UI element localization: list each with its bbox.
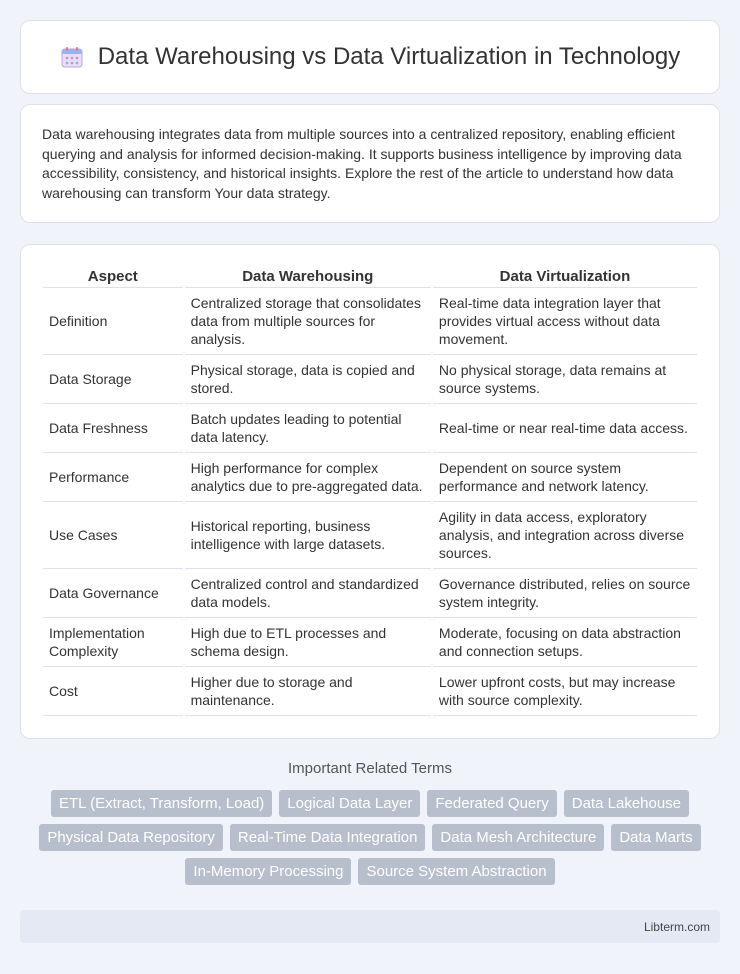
- warehousing-cell: Historical reporting, business intelligence with large datasets.: [185, 502, 431, 569]
- aspect-cell: Implementation Complexity: [43, 618, 183, 667]
- page-title: Data Warehousing vs Data Virtualization in Technology: [97, 43, 681, 70]
- table-row: [43, 404, 697, 453]
- footer: [20, 910, 720, 943]
- table-row: [43, 288, 697, 355]
- warehousing-cell: High due to ETL processes and schema design.: [185, 618, 431, 667]
- related-term-tag[interactable]: Real-Time Data Integration: [230, 824, 426, 851]
- related-term-tag[interactable]: Logical Data Layer: [279, 790, 420, 817]
- aspect-cell: Definition: [43, 288, 183, 355]
- warehousing-cell: Physical storage, data is copied and stored.: [185, 355, 431, 404]
- header-aspect: Aspect: [43, 265, 183, 288]
- related-terms-section: [0, 760, 740, 885]
- table-row: [43, 569, 697, 618]
- aspect-cell: Data Freshness: [43, 404, 183, 453]
- table-row: [43, 355, 697, 404]
- virtualization-cell: Agility in data access, exploratory analysis, and integration across diverse sources.: [433, 502, 697, 569]
- related-term-tag[interactable]: Data Marts: [611, 824, 700, 851]
- header-data-warehousing: Data Warehousing: [185, 265, 431, 288]
- footer-site-link[interactable]: Libterm.com: [643, 920, 710, 934]
- warehousing-cell: Higher due to storage and maintenance.: [185, 667, 431, 716]
- header-card: [20, 20, 720, 94]
- warehousing-cell: Batch updates leading to potential data latency.: [185, 404, 431, 453]
- intro-text: Data warehousing integrates data from multiple sources into a centralized repository, enabling efficient querying and analysis for informed decision-making. It supports business intelligence by improving data accessibility, consistency, and historical insights. Explore the rest of the article to understand how data warehousing can transform Your data strategy.: [42, 126, 682, 201]
- related-terms-list: [0, 790, 740, 885]
- warehousing-cell: Centralized storage that consolidates data from multiple sources for analysis.: [185, 288, 431, 355]
- virtualization-cell: Moderate, focusing on data abstraction and connection setups.: [433, 618, 697, 667]
- aspect-cell: Use Cases: [43, 502, 183, 569]
- comparison-table: [41, 265, 699, 716]
- related-term-tag[interactable]: Source System Abstraction: [358, 858, 554, 885]
- virtualization-cell: Governance distributed, relies on source system integrity.: [433, 569, 697, 618]
- table-row: [43, 453, 697, 502]
- table-header-row: [43, 265, 697, 288]
- comparison-table-card: [20, 244, 720, 739]
- table-row: [43, 667, 697, 716]
- virtualization-cell: Lower upfront costs, but may increase with source complexity.: [433, 667, 697, 716]
- virtualization-cell: Real-time or near real-time data access.: [433, 404, 697, 453]
- calendar-icon: [60, 45, 84, 69]
- warehousing-cell: High performance for complex analytics due to pre-aggregated data.: [185, 453, 431, 502]
- warehousing-cell: Centralized control and standardized data models.: [185, 569, 431, 618]
- table-row: [43, 618, 697, 667]
- virtualization-cell: Real-time data integration layer that provides virtual access without data movement.: [433, 288, 697, 355]
- related-term-tag[interactable]: Data Lakehouse: [564, 790, 689, 817]
- aspect-cell: Cost: [43, 667, 183, 716]
- intro-card: [20, 104, 720, 223]
- aspect-cell: Data Governance: [43, 569, 183, 618]
- related-term-tag[interactable]: Data Mesh Architecture: [432, 824, 604, 851]
- related-term-tag[interactable]: ETL (Extract, Transform, Load): [51, 790, 272, 817]
- virtualization-cell: Dependent on source system performance and network latency.: [433, 453, 697, 502]
- virtualization-cell: No physical storage, data remains at source systems.: [433, 355, 697, 404]
- related-terms-title: Important Related Terms: [288, 760, 452, 777]
- related-term-tag[interactable]: Physical Data Repository: [39, 824, 223, 851]
- related-term-tag[interactable]: Federated Query: [427, 790, 556, 817]
- aspect-cell: Performance: [43, 453, 183, 502]
- related-term-tag[interactable]: In-Memory Processing: [185, 858, 351, 885]
- aspect-cell: Data Storage: [43, 355, 183, 404]
- table-row: [43, 502, 697, 569]
- header-data-virtualization: Data Virtualization: [433, 265, 697, 288]
